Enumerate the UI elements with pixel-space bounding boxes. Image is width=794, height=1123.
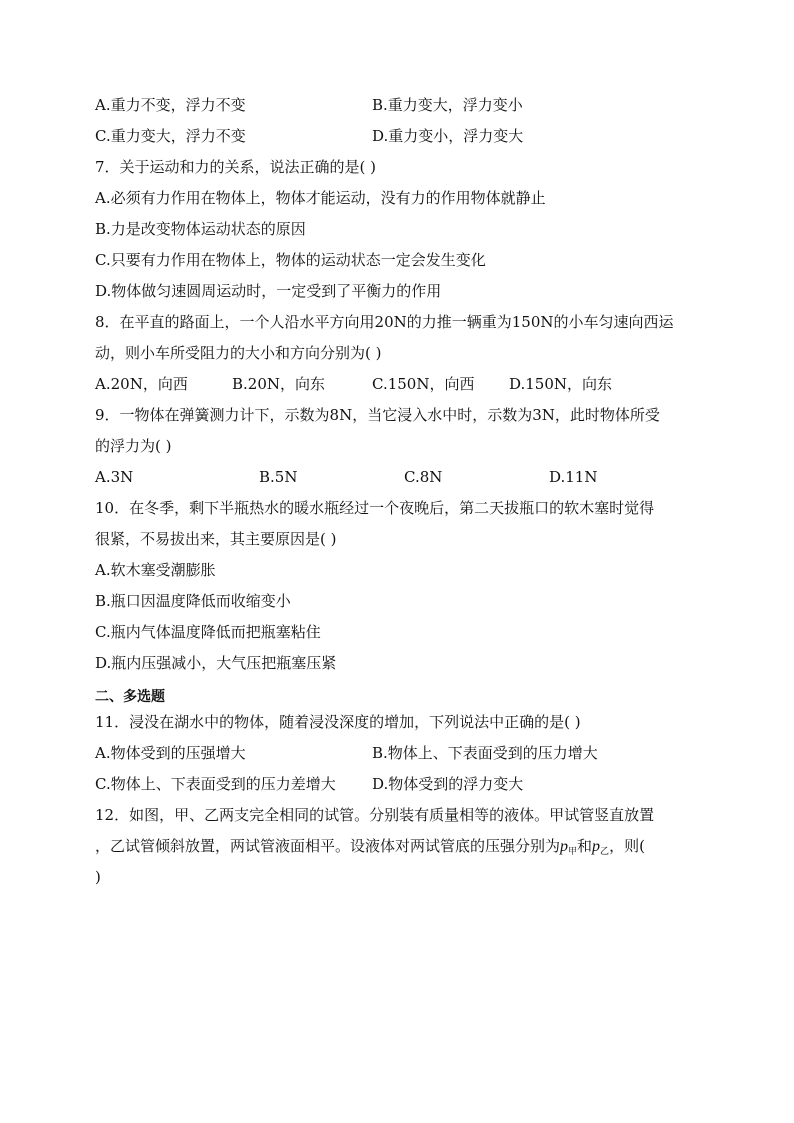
q10-option-b: B.瓶口因温度降低而收缩变小 <box>95 592 291 610</box>
q11-option-c: C.物体上、下表面受到的压力差增大 <box>95 775 336 793</box>
q8-stem-line-1: 8．在平直的路面上，一个人沿水平方向用20N的力推一辆重为150N的小车匀速向西运 <box>95 313 674 331</box>
q12-stem-text: ，乙试管倾斜放置，两试管液面相平。设液体对两试管底的压强分别为 <box>95 837 561 855</box>
q8-option-a: A.20N，向西 <box>95 375 188 393</box>
q11-stem: 11．浸没在湖水中的物体，随着浸没深度的增加，下列说法中正确的是( ) <box>95 713 581 731</box>
q12-and: 和 <box>577 837 593 855</box>
q8-option-c: C.150N，向西 <box>372 375 475 393</box>
q12-stem-line-3: ) <box>95 868 101 886</box>
q12-stem-tail: ，则( <box>609 837 645 855</box>
subscript-jia: 甲 <box>568 846 578 856</box>
q6-option-c: C.重力变大，浮力不变 <box>95 127 246 145</box>
q8-option-d: D.150N，向东 <box>509 375 613 393</box>
q11-option-a: A.物体受到的压强增大 <box>95 744 246 762</box>
q7-option-c: C.只要有力作用在物体上，物体的运动状态一定会发生变化 <box>95 251 486 269</box>
pressure-symbol-jia: $p_甲$ <box>560 838 578 856</box>
q9-option-a: A.3N <box>95 468 134 486</box>
q11-option-d: D.物体受到的浮力变大 <box>372 775 524 793</box>
q8-stem-line-2: 动，则小车所受阻力的大小和方向分别为( ) <box>95 344 382 362</box>
q9-option-b: B.5N <box>259 468 298 486</box>
q6-option-b: B.重力变大，浮力变小 <box>372 96 523 114</box>
q7-option-b: B.力是改变物体运动状态的原因 <box>95 220 306 238</box>
q10-option-a: A.软木塞受潮膨胀 <box>95 561 216 579</box>
q9-stem-line-1: 9．一物体在弹簧测力计下，示数为8N，当它浸入水中时，示数为3N，此时物体所受 <box>95 406 660 424</box>
q7-option-d: D.物体做匀速圆周运动时，一定受到了平衡力的作用 <box>95 282 442 300</box>
pressure-symbol-yi: $p_乙$ <box>592 838 610 856</box>
section-heading-multiple-choice: 二、多选题 <box>95 689 165 705</box>
q9-option-c: C.8N <box>404 468 443 486</box>
q10-option-c: C.瓶内气体温度降低而把瓶塞粘住 <box>95 623 321 641</box>
q10-stem-line-1: 10．在冬季，剩下半瓶热水的暖水瓶经过一个夜晚后，第二天拔瓶口的软木塞时觉得 <box>95 499 655 517</box>
q6-option-a: A.重力不变，浮力不变 <box>95 96 246 114</box>
q10-option-d: D.瓶内压强减小，大气压把瓶塞压紧 <box>95 654 337 672</box>
q10-stem-line-2: 很紧，不易拔出来，其主要原因是( ) <box>95 530 337 548</box>
q8-option-b: B.20N，向东 <box>232 375 326 393</box>
q12-stem-line-1: 12．如图，甲、乙两支完全相同的试管。分别装有质量相等的液体。甲试管竖直放置 <box>95 806 655 824</box>
q7-option-a: A.必须有力作用在物体上，物体才能运动，没有力的作用物体就静止 <box>95 189 546 207</box>
q9-option-d: D.11N <box>549 468 598 486</box>
q7-stem: 7．关于运动和力的关系，说法正确的是( ) <box>95 158 377 176</box>
q6-option-d: D.重力变小，浮力变大 <box>372 127 524 145</box>
subscript-yi: 乙 <box>600 846 610 856</box>
q9-stem-line-2: 的浮力为( ) <box>95 437 172 455</box>
q11-option-b: B.物体上、下表面受到的压力增大 <box>372 744 598 762</box>
q12-stem-line-2 <box>95 835 645 862</box>
